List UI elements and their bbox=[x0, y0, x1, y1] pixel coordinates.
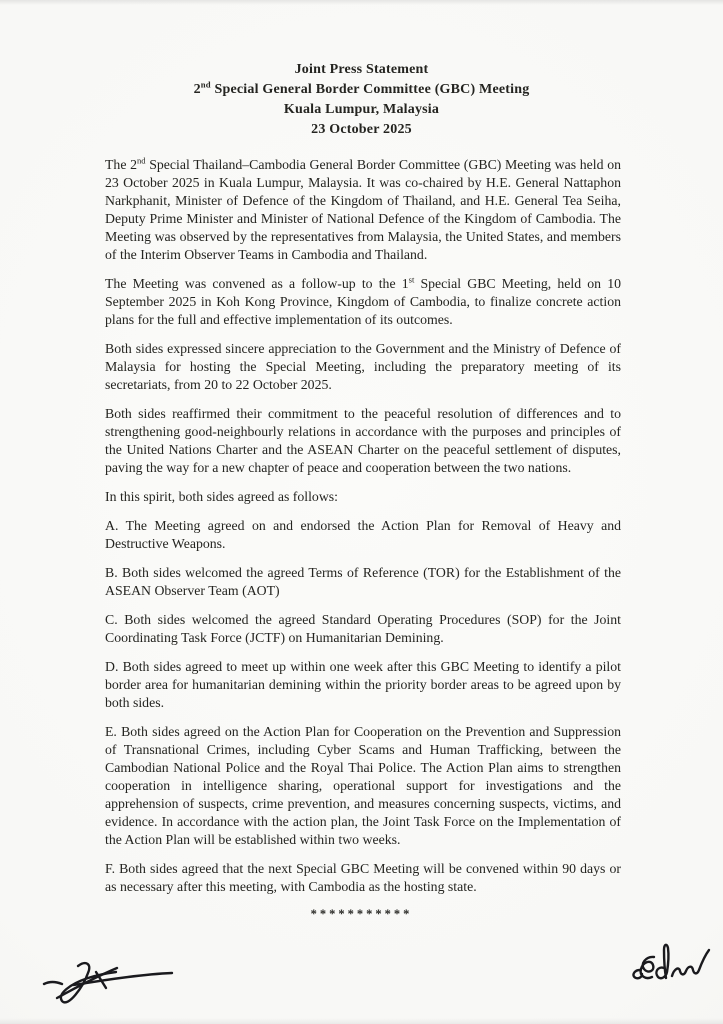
paragraph: E. Both sides agreed on the Action Plan for Cooperation on the Prevention and Suppression of Transnational Crimes, including Cyber Scams and Human Trafficking, between the Cambodian National Police and the Royal Thai Police. The Action Plan aims to strengthen cooperation in intelligence sharing, operational support for investigations and the apprehension of suspects, crime prevention, and measures concerning suspects, victims, and evidence. In accordance with the action plan, the Joint Task Force on the Implementation of the Action Plan will be established within two weeks. bbox=[105, 724, 621, 847]
title-block bbox=[0, 0, 723, 140]
title-line: 23 October 2025 bbox=[311, 122, 412, 137]
paragraph: The 2nd Special Thailand–Cambodia General Border Committee (GBC) Meeting was held on 23 October 2025 in Kuala Lumpur, Malaysia. It was co-chaired by H.E. General Nattaphon Narkphanit, Minister of Defence of the Kingdom of Thailand, and H.E. General Tea Seiha, Deputy Prime Minister and Minister of National Defence of the Kingdom of Cambodia. The Meeting was observed by the representatives from Malaysia, the United States, and members of the Interim Observer Teams in Cambodia and Thailand. bbox=[105, 155, 621, 262]
paragraph: F. Both sides agreed that the next Special GBC Meeting will be convened within 90 days or as necessary after this meeting, with Cambodia as the hosting state. bbox=[105, 861, 621, 894]
paragraph: C. Both sides welcomed the agreed Standard Operating Procedures (SOP) for the Joint Coordinating Task Force (JCTF) on Humanitarian Demining. bbox=[105, 612, 621, 645]
asterisk-divider: *********** bbox=[310, 907, 413, 921]
paragraph: B. Both sides welcomed the agreed Terms of Reference (TOR) for the Establishment of the ASEAN Observer Team (AOT) bbox=[105, 565, 621, 598]
paragraph: The Meeting was convened as a follow-up to the 1st Special GBC Meeting, held on 10 September 2025 in Koh Kong Province, Kingdom of Cambodia, to finalize concrete action plans for the full and effective implementation of its outcomes. bbox=[105, 274, 621, 327]
paragraph: D. Both sides agreed to meet up within one week after this GBC Meeting to identify a pilot border area for humanitarian demining within the priority border areas to be agreed upon by both sides. bbox=[105, 659, 621, 710]
paragraph: In this spirit, both sides agreed as follows: bbox=[105, 489, 338, 504]
title-line: Kuala Lumpur, Malaysia bbox=[283, 102, 440, 117]
paragraph: Both sides reaffirmed their commitment to the peaceful resolution of differences and to strengthening good-neighbourly relations in accordance with the purposes and principles of the United Nations Charter and the ASEAN Charter on the peaceful settlement of disputes, paving the way for a new chapter of peace and cooperation between the two nations. bbox=[105, 406, 621, 475]
handwritten-signature-right-icon bbox=[600, 924, 715, 994]
paragraph: Both sides expressed sincere appreciation to the Government and the Ministry of Defence of Malaysia for hosting the Special Meeting, including the preparatory meeting of its secretariats, from 20 to 22 October 2025. bbox=[105, 341, 621, 392]
handwritten-signature-left-icon bbox=[30, 940, 180, 1012]
paragraph: A. The Meeting agreed on and endorsed the Action Plan for Removal of Heavy and Destructive Weapons. bbox=[105, 518, 621, 551]
document-body bbox=[105, 156, 621, 896]
title-line: 2nd Special General Border Committee (GBC) Meeting bbox=[193, 79, 530, 97]
title-line: Joint Press Statement bbox=[294, 62, 429, 77]
